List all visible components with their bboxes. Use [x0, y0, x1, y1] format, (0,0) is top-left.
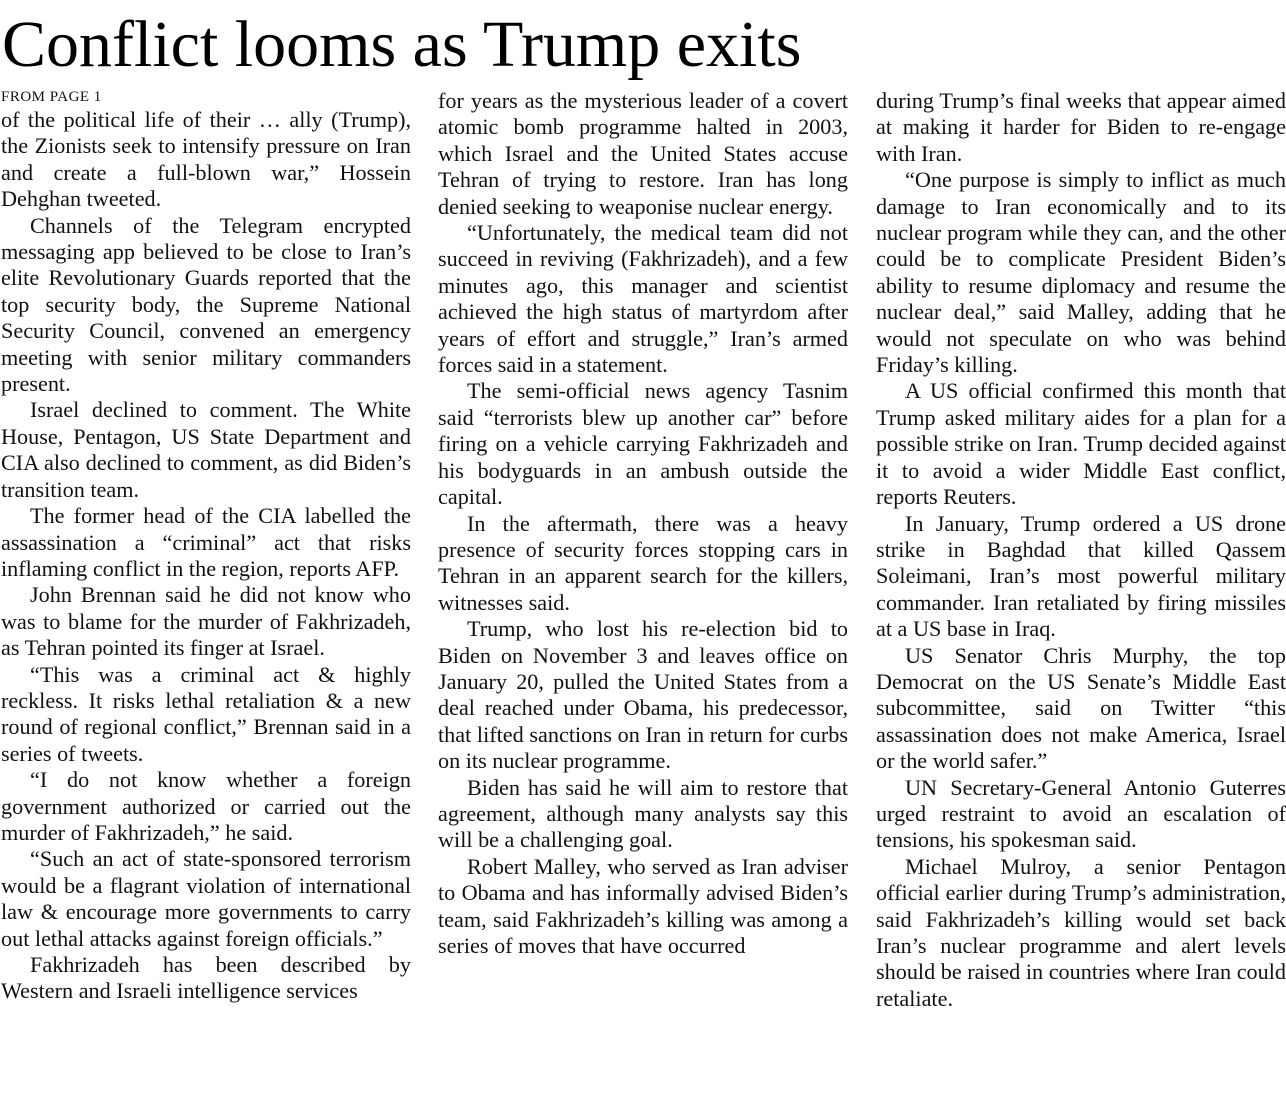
- paragraph: A US official confirmed this month that Trump asked military aides for a plan for a possible strike on Iran. Trump decided against it to avoid a wider Middle East conflict, reports Reuters.: [876, 378, 1286, 510]
- paragraph: “One purpose is simply to inflict as much damage to Iran economically and to its nuclear program while they can, and the other could be to complicate President Biden’s ability to resume diplomacy and resume the nuclear deal,” said Malley, adding that he would not speculate on who was behind Friday’s killing.: [876, 167, 1286, 378]
- paragraph: The semi-official news agency Tasnim said “terrorists blew up another car” before firing on a vehicle carrying Fakhrizadeh and his bodyguards in an ambush outside the capital.: [438, 378, 848, 510]
- paragraph: “This was a criminal act & highly reckless. It risks lethal retaliation & a new round of regional conflict,” Brennan said in a series of tweets.: [1, 661, 411, 766]
- paragraph: of the political life of their … ally (Trump), the Zionists seek to intensify pressure on Iran and create a full-blown war,” Hossein Dehghan tweeted.: [1, 107, 411, 212]
- paragraph: Trump, who lost his re-election bid to Biden on November 3 and leaves office on January 20, pulled the United States from a deal reached under Obama, his predecessor, that lifted sanctions on Iran in return for curbs on its nuclear programme.: [438, 616, 848, 774]
- paragraph: Fakhrizadeh has been described by Western and Israeli intelligence services: [1, 952, 411, 1004]
- paragraph: US Senator Chris Murphy, the top Democrat on the US Senate’s Middle East subcommittee, said on Twitter “this assassination does not make America, Israel or the world safer.”: [876, 642, 1286, 774]
- paragraph: In the aftermath, there was a heavy presence of security forces stopping cars in Tehran in an apparent search for the killers, witnesses said.: [438, 510, 848, 615]
- headline: Conflict looms as Trump exits: [2, 8, 802, 81]
- kicker-from-page: FROM PAGE 1: [1, 89, 102, 105]
- paragraph: for years as the mysterious leader of a covert atomic bomb programme halted in 2003, which Israel and the United States accuse Tehran of trying to restore. Iran has long denied seeking to weaponise nuclear energy.: [438, 88, 848, 219]
- paragraph: “Such an act of state-sponsored terrorism would be a flagrant violation of international law & encourage more governments to carry out lethal attacks against foreign officials.”: [1, 846, 411, 951]
- paragraph: Channels of the Telegram encrypted messaging app believed to be close to Iran’s elite Revolutionary Guards reported that the top security body, the Supreme National Security Council, convened an emergency meeting with senior military commanders present.: [1, 212, 411, 397]
- paragraph: UN Secretary-General Antonio Guterres urged restraint to avoid an escalation of tensions, his spokesman said.: [876, 774, 1286, 853]
- paragraph: “I do not know whether a foreign government authorized or carried out the murder of Fakhrizadeh,” he said.: [1, 767, 411, 845]
- article-column-1: [1, 88, 411, 1005]
- paragraph: Michael Mulroy, a senior Pentagon official earlier during Trump’s administration, said Fakhrizadeh’s killing would set back Iran’s nuclear programme and alert levels should be raised in countries where Iran could retaliate.: [876, 853, 1286, 1011]
- paragraph: In January, Trump ordered a US drone strike in Baghdad that killed Qassem Soleimani, Iran’s most powerful military commander. Iran retaliated by firing missiles at a US base in Iraq.: [876, 510, 1286, 642]
- paragraph: The former head of the CIA labelled the assassination a “criminal” act that risks inflaming conflict in the region, reports AFP.: [1, 503, 411, 581]
- paragraph: during Trump’s final weeks that appear aimed at making it harder for Biden to re-engage with Iran.: [876, 88, 1286, 166]
- article-column-2: [438, 88, 848, 959]
- paragraph: Robert Malley, who served as Iran adviser to Obama and has informally advised Biden’s team, said Fakhrizadeh’s killing was among a series of moves that have occurred: [438, 853, 848, 958]
- paragraph: Biden has said he will aim to restore that agreement, although many analysts say this will be a challenging goal.: [438, 774, 848, 853]
- paragraph: Israel declined to comment. The White House, Pentagon, US State Department and CIA also declined to comment, as did Biden’s transition team.: [1, 397, 411, 502]
- paragraph: John Brennan said he did not know who was to blame for the murder of Fakhrizadeh, as Tehran pointed its finger at Israel.: [1, 582, 411, 661]
- paragraph: “Unfortunately, the medical team did not succeed in reviving (Fakhrizadeh), and a few minutes ago, this manager and scientist achieved the high status of martyrdom after years of effort and struggle,” Iran’s armed forces said in a statement.: [438, 220, 848, 378]
- article-column-3: [876, 88, 1286, 1012]
